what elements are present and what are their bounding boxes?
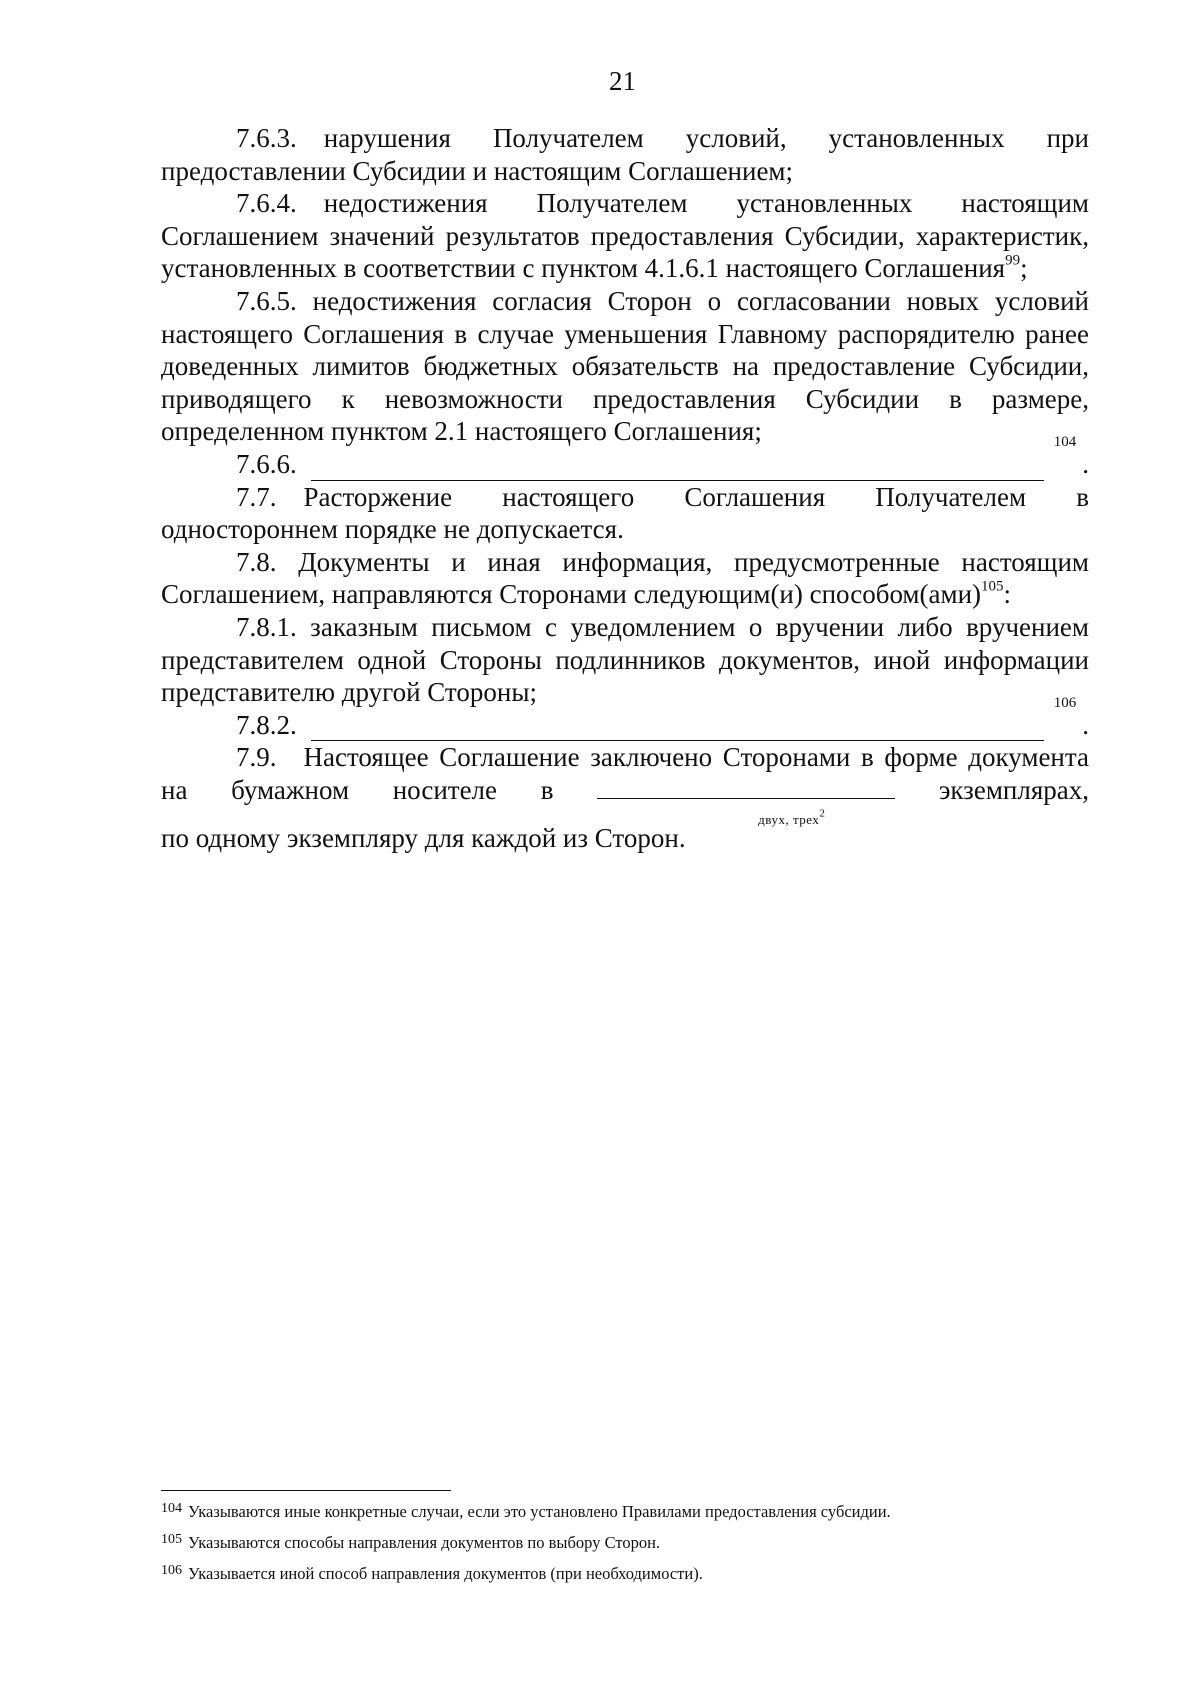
clause-7-8-1: 7.8.1. заказным письмом с уведомлением о вручении либо вручением представителем одной Стороны подлинников документов, иной информации представителю другой Стороны; (161, 611, 1089, 708)
footnote-number: 106 (161, 1563, 182, 1578)
copies-hint (683, 804, 825, 837)
footnote-text: Указывается иной способ направления документов (при необходимости). (188, 1564, 703, 1583)
copies-fill-in-line (597, 776, 895, 827)
clause-7-6-5: 7.6.5. недостижения согласия Сторон о согласовании новых условий настоящего Соглашения в случае уменьшения Главному распорядителю ранее доведенных лимитов бюджетных обязательств на предоставление Субсидии, приводящего к невозможности предоставления Субсидии в размере, определенном пунктом 2.1 настоящего Соглашения; (161, 285, 1089, 447)
clause-7-8 (161, 546, 1089, 611)
clause-7-6-6 (236, 433, 1089, 481)
footnote-ref-105: 105 (981, 578, 1004, 595)
page-number: 21 (609, 66, 636, 96)
footnote-text: Указываются способы направления документов по выбору Сторон. (188, 1533, 661, 1552)
clause-7-8-2 (236, 694, 1089, 742)
clause-7-6-3: 7.6.3. нарушения Получателем условий, установленных при предоставлении Субсидии и настоящим Соглашением; (161, 123, 1089, 186)
copies-hint-text: двух, трех (758, 811, 820, 827)
clause-7-6-6-number: 7.6.6. (236, 448, 297, 479)
clause-7-6-6-period: . (1082, 448, 1089, 479)
clause-7-9-end: по одному экземпляру для каждой из Сторон. (161, 823, 686, 854)
clause-7-8-2-period: . (1082, 709, 1089, 740)
fill-in-line (311, 454, 1044, 481)
clause-7-8-text: 7.8. Документы и иная информация, предусмотренные настоящим Соглашением, направляются Сторонами следующим(и) способом(ами) (161, 546, 1089, 610)
clause-7-6-4-text: 7.6.4. недостижения Получателем установленных настоящим Соглашением значений результатов предоставления Субсидии, характеристик, установленных в соответствии с пунктом 4.1.6.1 настоящего Соглашения (161, 188, 1089, 284)
footnote-106 (161, 1559, 1089, 1590)
footnote-number: 105 (161, 1532, 182, 1547)
clause-7-9 (161, 741, 1089, 827)
footnotes-section (161, 1490, 1089, 1590)
clause-7-9-copies-word: экземплярах, (938, 774, 1089, 805)
fill-in-line (311, 714, 1044, 741)
clause-7-8-2-number: 7.8.2. (236, 709, 297, 740)
clause-7-9-text: 7.9. Настоящее Соглашение заключено Сторонами в форме документа на бумажном носителе в (161, 742, 1089, 805)
footnote-105 (161, 1528, 1089, 1559)
footnote-104 (161, 1497, 1089, 1528)
footnote-ref-106: 106 (1053, 694, 1077, 711)
agreement-body (161, 122, 1089, 855)
clause-7-6-4 (161, 187, 1089, 285)
footnote-separator (161, 1490, 451, 1491)
footnote-ref-99: 99 (1005, 252, 1021, 269)
footnote-number: 104 (161, 1501, 182, 1516)
footnote-ref-104: 104 (1053, 433, 1077, 450)
footnote-text: Указываются иные конкретные случаи, если это установлено Правилами предоставления субсидии. (188, 1502, 891, 1521)
footnote-ref-2: 2 (819, 807, 826, 820)
clause-7-7: 7.7. Расторжение настоящего Соглашения Получателем в одностороннем порядке не допускается. (161, 481, 1089, 545)
clause-7-8-end: : (1003, 579, 1012, 610)
clause-7-6-4-end: ; (1020, 253, 1028, 284)
